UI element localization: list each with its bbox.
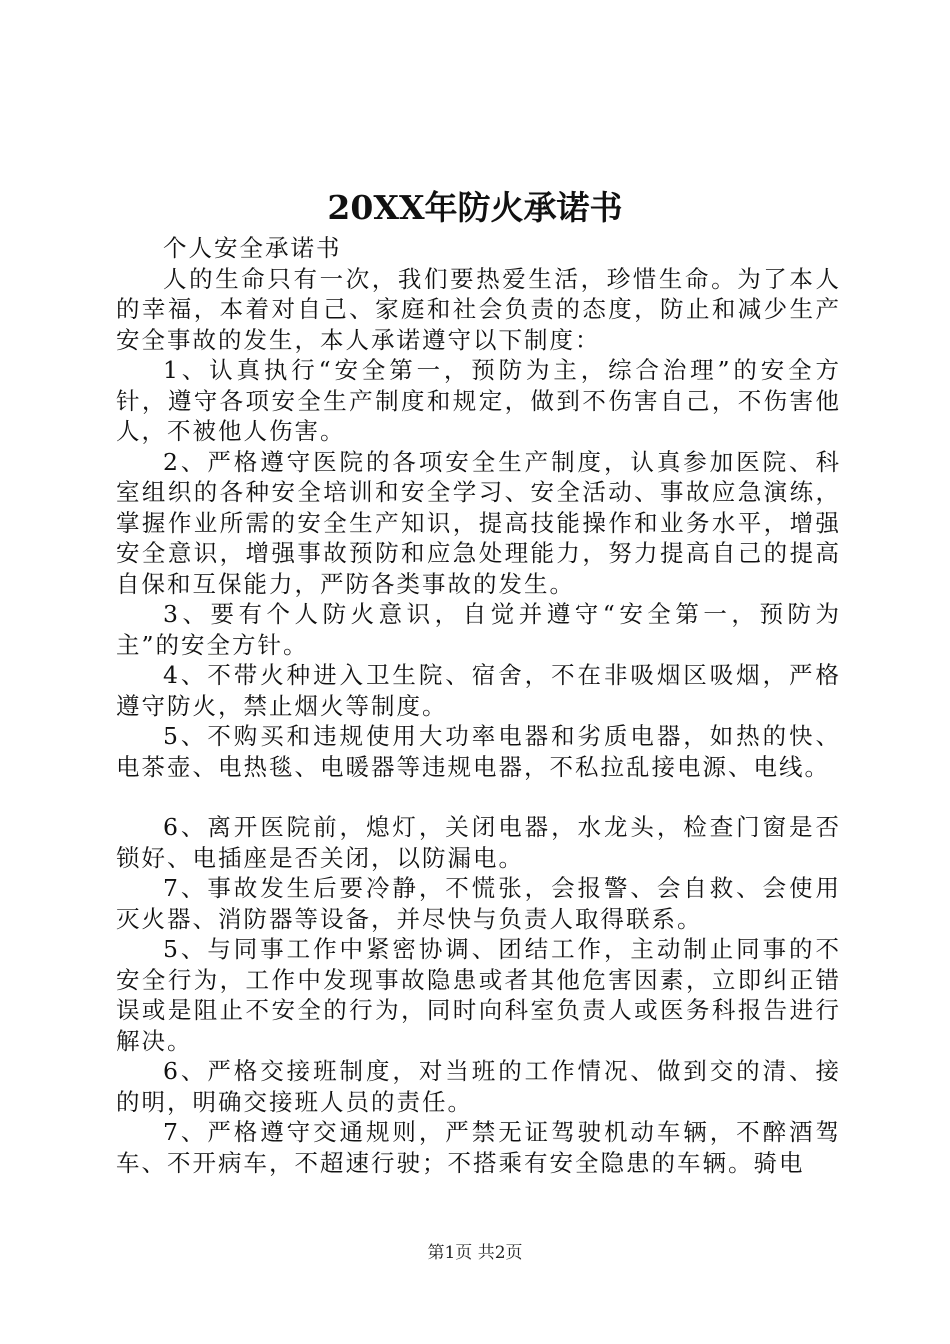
document-body bbox=[116, 233, 841, 1178]
paragraph-item-7b: 7、严格遵守交通规则，严禁无证驾驶机动车辆，不醉酒驾车、不开病车，不超速行驶；不搭乘有安全隐患的车辆。骑电 bbox=[116, 1118, 841, 1177]
paragraph-item-5: 5、不购买和违规使用大功率电器和劣质电器，如热的快、电茶壶、电热毯、电暖器等违规电器，不私拉乱接电源、电线。 bbox=[116, 722, 841, 781]
paragraph-item-4: 4、不带火种进入卫生院、宿舍，不在非吸烟区吸烟，严格遵守防火，禁止烟火等制度。 bbox=[116, 661, 841, 720]
paragraph-item-2: 2、严格遵守医院的各项安全生产制度，认真参加医院、科室组织的各种安全培训和安全学习、安全活动、事故应急演练，掌握作业所需的安全生产知识，提高技能操作和业务水平，增强安全意识，增强事故预防和应急处理能力，努力提高自己的提高自保和互保能力，严防各类事故的发生。 bbox=[116, 447, 841, 598]
document-title: 20XX年防火承诺书 bbox=[327, 188, 623, 227]
paragraph-item-1: 1、认真执行“安全第一，预防为主，综合治理”的安全方针，遵守各项安全生产制度和规定，做到不伤害自己，不伤害他人，不被他人伤害。 bbox=[116, 356, 841, 445]
paragraph-item-6b: 6、严格交接班制度，对当班的工作情况、做到交的清、接的明，明确交接班人员的责任。 bbox=[116, 1057, 841, 1116]
paragraph-intro: 人的生命只有一次，我们要热爱生活，珍惜生命。为了本人的幸福，本着对自己、家庭和社会负责的态度，防止和减少生产安全事故的发生，本人承诺遵守以下制度： bbox=[116, 264, 841, 354]
paragraph-item-3: 3、要有个人防火意识，自觉并遵守“安全第一，预防为主”的安全方针。 bbox=[116, 600, 841, 659]
paragraph-heading: 个人安全承诺书 bbox=[163, 234, 342, 262]
paragraph-item-6: 6、离开医院前，熄灯，关闭电器，水龙头，检查门窗是否锁好、电插座是否关闭，以防漏电。 bbox=[116, 813, 841, 872]
page-number: 第1页 共2页 bbox=[427, 1243, 523, 1263]
paragraph-item-7: 7、事故发生后要冷静，不慌张，会报警、会自救、会使用灭火器、消防器等设备，并尽快与负责人取得联系。 bbox=[116, 874, 841, 933]
paragraph-item-5b: 5、与同事工作中紧密协调、团结工作，主动制止同事的不安全行为，工作中发现事故隐患或者其他危害因素，立即纠正错误或是阻止不安全的行为，同时向科室负责人或医务科报告进行解决。 bbox=[116, 935, 841, 1055]
